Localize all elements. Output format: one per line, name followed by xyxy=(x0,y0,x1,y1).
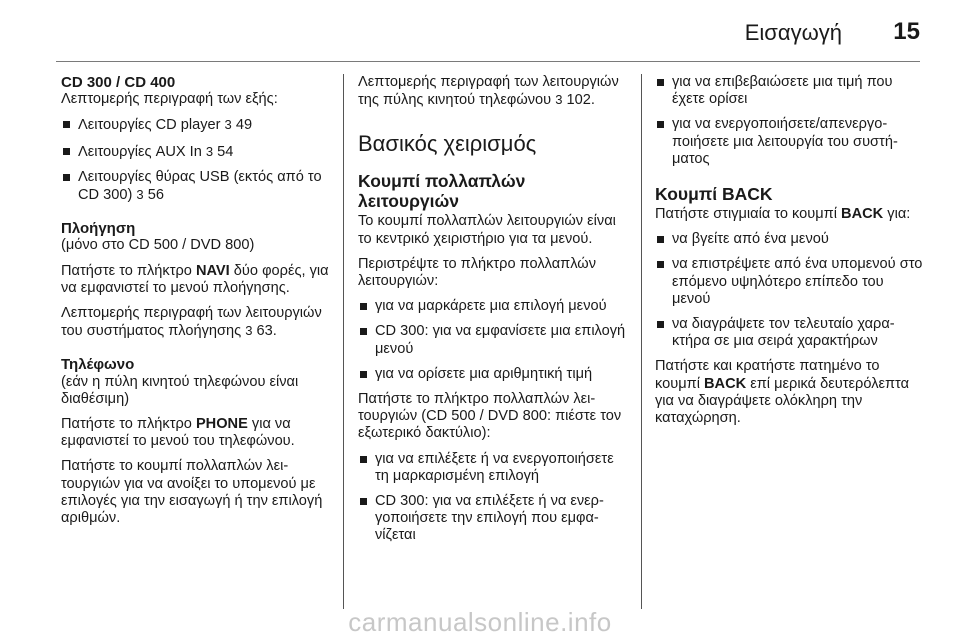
watermark: carmanualsonline.info xyxy=(348,607,612,637)
bullet-square-icon xyxy=(360,498,367,505)
bullet-square-icon xyxy=(63,121,70,128)
back-key-label: BACK xyxy=(704,375,747,392)
page-number: 15 xyxy=(893,18,920,45)
paragraph: Πατήστε το πλήκτρο NAVI δύο φορές, για να εμφανιστεί το μενού πλοήγησης. xyxy=(61,262,329,296)
bullet-list xyxy=(358,451,631,545)
paragraph: Περιστρέψτε το πλήκτρο πολλαπλών λειτουργιών: xyxy=(358,255,596,290)
bullet-square-icon xyxy=(63,174,70,181)
list-item: για να επιβεβαιώσετε μια τιμή που έχετε ορίσει xyxy=(655,74,925,108)
paragraph: Πατήστε το πλήκτρο πολλαπλών λειτουργιών (CD 500 / DVD 800: πιέστε τον εξωτερικό δακτύλιο): xyxy=(358,391,622,442)
list-item: για να επιλέξετε ή να ενεργοποιήσετε τη μαρκαρισμένη επιλογή xyxy=(358,451,631,485)
paragraph: Λεπτομερής περιγραφή των λειτουργιών του συστήματος πλοήγησης 3 63. xyxy=(61,305,322,340)
column-2 xyxy=(358,74,631,553)
section-title: Εισαγωγή xyxy=(744,20,842,45)
heading-back-button: Κουμπί BACK xyxy=(655,184,773,205)
bullet-square-icon xyxy=(657,321,664,328)
paragraph: Πατήστε στιγμιαία το κουμπί BACK για: xyxy=(655,206,911,223)
page-header xyxy=(0,0,960,60)
bullet-square-icon xyxy=(360,456,367,463)
bullet-list xyxy=(655,231,925,350)
bullet-list xyxy=(358,298,631,383)
list-item: για να ορίσετε μια αριθμητική τιμή xyxy=(358,366,631,383)
list-item: CD 300: για να επιλέξετε ή να ενεργοποιήσετε την επιλογή που εμφανίζεται xyxy=(358,493,631,545)
page-ref-link[interactable]: 63. xyxy=(256,323,277,340)
back-key-label: BACK xyxy=(841,206,884,223)
list-item: να διαγράψετε τον τελευταίο χαρακτήρα σε μια σειρά χαρακτήρων xyxy=(655,316,925,350)
navi-key-label: NAVI xyxy=(195,262,230,279)
paragraph: Πατήστε το πλήκτρο PHONE για να εμφανιστεί το μενού του τηλεφώνου. xyxy=(61,416,295,450)
column-divider xyxy=(343,74,344,609)
phone-key-label: PHONE xyxy=(195,416,248,433)
list-item: Λειτουργίες θύρας USB (εκτός από το CD 300) 3 56 xyxy=(61,169,329,204)
page-ref-link[interactable]: 49 xyxy=(235,117,253,134)
heading-basic-operation: Βασικός χειρισμός xyxy=(358,131,537,157)
bullet-square-icon xyxy=(657,236,664,243)
bullet-square-icon xyxy=(360,303,367,310)
paragraph: Λεπτομερής περιγραφή των λειτουργιών της πύλης κινητού τηλεφώνου 3 102. xyxy=(358,74,619,109)
list-item: CD 300: για να εμφανίσετε μια επιλογή μενού xyxy=(358,323,631,357)
heading-cd300-cd400: CD 300 / CD 400 xyxy=(61,74,176,91)
bullet-square-icon xyxy=(360,371,367,378)
paragraph: Πατήστε το κουμπί πολλαπλών λειτουργιών για να ανοίξει το υπομενού με επιλογές για την εισαγωγή ή την επιλογή αριθμών. xyxy=(61,458,323,527)
paragraph: Πατήστε και κρατήστε πατημένο το κουμπί BACK επί μερικά δευτερόλεπτα για να διαγράψετε ολόκληρη την καταχώρηση. xyxy=(655,358,910,427)
bullet-square-icon xyxy=(657,121,664,128)
bullet-square-icon xyxy=(360,328,367,335)
page-ref-arrow-icon: 3 xyxy=(136,187,144,203)
list-item: για να ενεργοποιήσετε/απενεργοποιήσετε μια λειτουργία του συστήματος xyxy=(655,116,925,168)
list-item: Λειτουργίες CD player 3 49 xyxy=(61,116,329,134)
heading-navigation: Πλοήγηση xyxy=(61,220,136,238)
bullet-square-icon xyxy=(657,261,664,268)
bullet-list xyxy=(61,116,329,204)
header-rule xyxy=(56,61,920,62)
paragraph: Λεπτομερής περιγραφή των εξής: xyxy=(61,91,278,108)
page-ref-link[interactable]: 102. xyxy=(566,92,595,109)
column-1 xyxy=(61,74,329,535)
page-ref-arrow-icon: 3 xyxy=(205,143,214,159)
list-item: Λειτουργίες AUX In 3 54 xyxy=(61,143,329,161)
column-divider xyxy=(641,74,642,609)
paragraph: (μόνο στο CD 500 / DVD 800) xyxy=(61,237,255,254)
page-ref-arrow-icon: 3 xyxy=(224,117,232,133)
bullet-list xyxy=(655,74,925,168)
page-ref-link[interactable]: 56 xyxy=(147,187,164,204)
page-ref-link[interactable]: 54 xyxy=(217,143,234,160)
list-item: για να μαρκάρετε μια επιλογή μενού xyxy=(358,298,631,315)
heading-multifunction-knob: Κουμπί πολλαπλών λειτουργιών xyxy=(358,171,526,212)
list-item: να επιστρέψετε από ένα υπομενού στο επόμενο υψηλότερο επίπεδο του μενού xyxy=(655,256,925,308)
heading-phone: Τηλέφωνο xyxy=(61,356,135,374)
paragraph: Το κουμπί πολλαπλών λειτουργιών είναι το κεντρικό χειριστήριο για τα μενού. xyxy=(358,213,616,247)
page-ref-arrow-icon: 3 xyxy=(245,323,253,339)
paragraph: (εάν η πύλη κινητού τηλεφώνου είναι διαθέσιμη) xyxy=(61,373,299,407)
page-ref-arrow-icon: 3 xyxy=(555,92,563,108)
list-item: να βγείτε από ένα μενού xyxy=(655,231,925,248)
bullet-square-icon xyxy=(657,79,664,86)
bullet-square-icon xyxy=(63,148,70,155)
column-3 xyxy=(655,74,925,435)
